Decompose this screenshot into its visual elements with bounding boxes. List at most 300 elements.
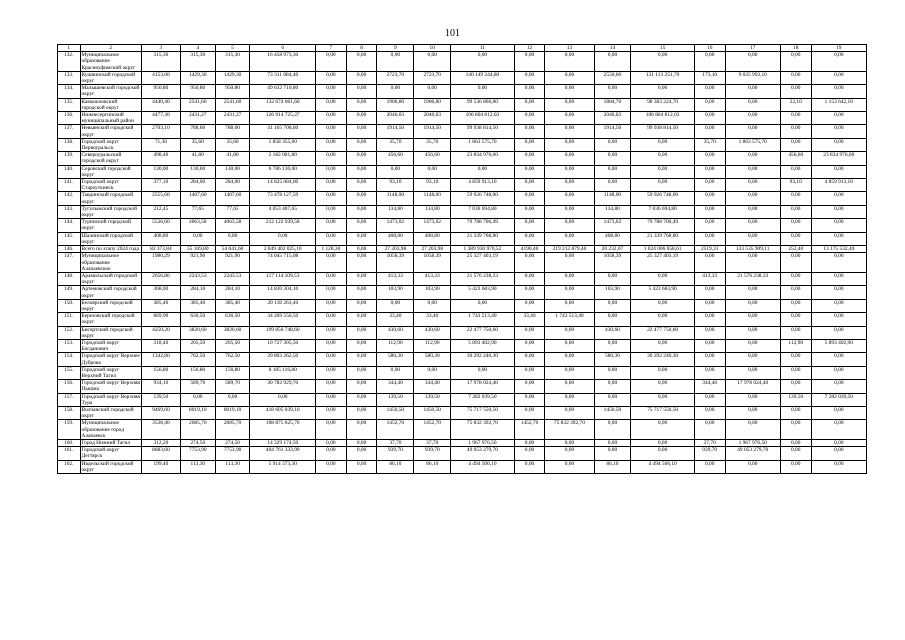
table-row [58,205,867,218]
table-cell: 0,00 [725,112,780,125]
table-cell: 1058,39 [594,253,631,273]
table-row [58,272,867,285]
table-cell: 0,00 [180,393,215,406]
table-cell: 0,00 [545,353,594,366]
table-cell: 14 825 084,00 [250,179,316,192]
table-cell: 0,00 [725,420,780,440]
municipality-name: Городской округ Верхняя Пышма [81,380,140,393]
table-cell: 0,00 [514,272,545,285]
table-cell: 5 893 402,90 [811,339,866,352]
table-cell: 0,00 [694,253,725,273]
table-cell: 41 165 708,60 [250,125,316,138]
table-cell: 0,00 [514,192,545,205]
table-cell: 377,10 [141,179,180,192]
table-cell: 0,00 [725,339,780,352]
table-cell: 7 282 039,50 [811,393,866,406]
table-header-row [58,45,867,52]
table-cell: 7 282 039,50 [451,393,514,406]
table-cell: 86,10 [594,460,631,473]
municipality-name: Туринский городской округ [80,219,141,232]
table-cell: 30 292 240,30 [631,353,694,366]
table-cell: 73 311 084,40 [250,71,316,84]
row-number: 162. [58,460,81,473]
table-cell: 2656,86 [141,272,180,285]
table-row [58,179,867,192]
table-cell: 0,00 [545,253,594,273]
table-cell: 0,00 [451,165,514,178]
table-cell: 21 576 238,33 [451,272,514,285]
table-cell: 0,00 [594,152,631,165]
table-cell: 139,50 [141,393,180,406]
table-cell: 2550,60 [594,71,631,84]
table-cell: 0,00 [631,393,694,406]
table-cell: 8019,10 [215,406,250,419]
table-cell: 788,60 [215,125,250,138]
table-cell: 27 203,98 [377,246,414,253]
table-cell: 1452,70 [514,420,545,440]
table-cell: 0,00 [694,353,725,366]
table-cell: 106 804 812,03 [631,112,694,125]
table-cell: 2 182 001,80 [250,152,316,165]
table-cell: 205,50 [180,339,215,352]
table-cell: 219 212 879,40 [545,246,594,253]
row-number: 137. [58,125,81,138]
table-cell: 0,00 [545,71,594,84]
table-cell: 0,00 [811,272,866,285]
table-cell: 25 327 403,19 [631,253,694,273]
table-cell: 0,00 [316,179,347,192]
table-cell: 30 782 929,70 [250,380,316,393]
table-cell: 0,00 [631,299,694,312]
table-cell: 33,40 [514,313,545,326]
table-cell: 1884,70 [594,98,631,111]
table-cell: 1 863 575,70 [725,138,780,151]
municipality-name: Городской округ Верхнее Дуброво [81,353,140,366]
table-row [58,192,867,205]
table-cell: 0,00 [811,313,866,326]
table-cell: 950,80 [215,85,250,98]
table-cell: 79 788 706,49 [451,219,514,232]
table-cell: 0,00 [316,366,347,379]
table-cell: 0,00 [346,326,377,339]
table-cell: 0,00 [316,192,347,205]
table-cell: 0,00 [377,366,414,379]
table-cell: 98 383 224,70 [631,98,694,111]
municipality-name: Городской округ Богданович [80,339,141,352]
municipality-name: Тавдинский городской округ [80,192,141,205]
table-row [58,219,867,232]
table-cell: 0,00 [780,205,811,218]
table-cell: 315,30 [180,52,215,72]
municipality-name: Кушвинский городской округ [80,71,141,84]
table-cell: 17 978 024,40 [725,380,780,393]
table-cell: 156,80 [215,366,250,379]
row-number: 146. [58,246,81,253]
table-cell: 1 153 642,10 [811,98,866,111]
table-cell: 0,00 [451,52,514,72]
table-cell: 103,90 [594,286,631,299]
table-cell: 1 743 513,40 [545,313,594,326]
table-cell: 456,60 [414,152,451,165]
table-cell: 0,00 [694,165,725,178]
column-header: 3 [141,45,180,52]
table-cell: 0,00 [694,393,725,406]
municipality-name: Камышловский городской округ [80,98,141,111]
table-cell: 73 478 127,59 [250,192,316,205]
row-number: 140. [58,165,81,178]
table-row [58,447,867,460]
table-cell: 0,00 [346,286,377,299]
table-cell: 0,00 [377,165,414,178]
table-cell: 1407,60 [180,192,215,205]
table-cell: 0,00 [780,366,811,379]
table-cell: 580,30 [414,353,451,366]
table-cell: 430,60 [594,326,631,339]
municipality-name: Волчанский городской округ [80,406,141,419]
table-cell: 0,00 [514,380,545,393]
table-cell: 22 477 750,60 [631,326,694,339]
table-cell: 0,00 [346,179,377,192]
column-header: 5 [215,45,250,52]
table-cell: 35,60 [180,138,215,151]
table-cell: 0,00 [346,447,377,460]
table-row [58,366,867,379]
table-cell: 1450,50 [377,406,414,419]
table-cell: 108 875 625,70 [250,420,316,440]
table-cell: 0,00 [811,299,866,312]
table-row [58,406,867,419]
table-cell: 1342,80 [141,353,180,366]
table-cell: 34 269 556,50 [250,313,316,326]
table-row [58,299,867,312]
table-cell: 117 114 509,53 [250,272,316,285]
table-cell: 99 938 814,50 [631,125,694,138]
table-cell: 284,00 [215,179,250,192]
table-cell: 0,00 [514,125,545,138]
table-cell: 6 786 130,00 [250,165,316,178]
table-cell: 0,00 [694,339,725,352]
table-cell: 130,00 [180,165,215,178]
table-cell: 2 849 402 025,10 [250,246,316,253]
table-cell: 0,00 [725,460,780,473]
table-cell: 3820,60 [180,326,215,339]
row-number: 143. [58,205,81,218]
table-cell: 498,40 [141,152,180,165]
table-cell: 274,50 [180,439,215,446]
row-number: 136. [58,112,81,125]
table-cell: 0,00 [316,125,347,138]
table-cell: 0,00 [545,447,594,460]
table-cell: 0,00 [725,299,780,312]
row-number: 158. [58,406,81,419]
table-cell: 0,00 [594,272,631,285]
table-cell: 0,00 [594,313,631,326]
table-cell: 21 576 238,33 [725,272,780,285]
table-cell: 0,00 [346,353,377,366]
table-cell: 0,00 [811,138,866,151]
table-cell: 0,00 [694,420,725,440]
table-cell: 939,70 [377,447,414,460]
table-cell: 0,00 [316,326,347,339]
table-cell: 0,00 [514,138,545,151]
table-cell: 788,60 [180,125,215,138]
municipality-name: Городской округ Староуткинск [80,179,141,192]
row-number: 153. [58,339,81,352]
table-cell: 41,80 [215,152,250,165]
table-cell: 0,00 [694,125,725,138]
table-row [58,52,867,72]
table-cell: 0,00 [725,85,780,98]
table-cell: 0,00 [780,71,811,84]
table-cell: 636,50 [215,313,250,326]
table-cell: 126 914 725,27 [250,112,316,125]
column-header: 4 [180,45,215,52]
table-cell: 0,00 [514,353,545,366]
table-cell: 1148,00 [414,192,451,205]
table-cell: 39 803 262,50 [250,353,316,366]
table-cell: 2243,53 [215,272,250,285]
table-cell: 1450,50 [414,406,451,419]
table-cell: 0,00 [316,85,347,98]
table-cell: 35,70 [377,138,414,151]
table-cell: 14 329 174,50 [250,439,316,446]
table-cell: 0,00 [514,52,545,72]
table-cell: 0,00 [346,192,377,205]
table-cell: 0,00 [725,313,780,326]
table-cell: 0,00 [725,152,780,165]
table-cell: 0,00 [811,326,866,339]
table-cell: 0,00 [694,406,725,419]
row-number: 148. [58,272,81,285]
table-cell: 59 926 748,00 [631,192,694,205]
table-cell: 1429,30 [180,71,215,84]
table-cell: 0,00 [631,380,694,393]
table-cell: 368,00 [141,286,180,299]
table-cell: 0,00 [780,112,811,125]
table-cell: 589,70 [215,380,250,393]
table-cell: 0,00 [725,253,780,273]
table-cell: 2541,60 [180,98,215,111]
row-number: 138. [58,138,81,151]
municipality-name: Город Нижний Тагил [80,439,141,446]
table-cell: 0,00 [811,52,866,72]
table-cell: 0,00 [545,138,594,151]
table-cell: 408,80 [377,232,414,245]
municipality-name: Городской округ Первоуральск [80,138,141,151]
table-cell: 0,00 [316,232,347,245]
table-cell: 0,00 [514,439,545,446]
table-cell: 2431,27 [180,112,215,125]
table-cell: 0,00 [346,253,377,273]
table-cell: 0,00 [545,460,594,473]
table-row [58,420,867,440]
table-cell: 0,00 [780,380,811,393]
table-cell: 418 605 039,10 [250,406,316,419]
table-row [58,246,867,253]
table-cell: 0,00 [594,165,631,178]
table-cell: 37,70 [414,439,451,446]
table-cell: 0,00 [725,232,780,245]
table-cell: 33,40 [377,313,414,326]
table-cell: 4190,40 [514,246,545,253]
row-number: 147. [58,253,81,273]
table-cell: 2085,70 [215,420,250,440]
table-cell: 0,00 [346,232,377,245]
table-cell: 14 830 304,10 [250,286,316,299]
table-cell: 0,00 [725,326,780,339]
table-cell: 0,00 [545,326,594,339]
table-cell: 77,65 [215,205,250,218]
table-cell: 0,00 [215,393,250,406]
table-cell: 4063,58 [180,219,215,232]
table-cell: 0,00 [316,299,347,312]
table-cell: 0,00 [725,165,780,178]
table-cell: 1429,30 [215,71,250,84]
municipality-name: Городской округ Верхняя Тура [81,393,140,406]
table-cell: 0,00 [514,447,545,460]
table-cell: 0,00 [811,447,866,460]
table-cell: 0,00 [346,406,377,419]
table-cell: 0,00 [545,232,594,245]
table-cell: 0,00 [514,98,545,111]
table-cell: 99 536 866,80 [451,98,514,111]
table-cell: 1 863 575,70 [451,138,514,151]
table-cell: 0,00 [725,406,780,419]
table-cell: 1980,29 [141,253,180,273]
table-cell: 0,00 [346,246,377,253]
table-cell: 0,00 [514,366,545,379]
table-cell: 408,80 [594,232,631,245]
table-cell: 37,70 [377,439,414,446]
table-cell: 385,40 [215,299,250,312]
table-cell: 212 122 939,58 [250,219,316,232]
table-cell: 156,80 [141,366,180,379]
table-cell: 0,00 [514,339,545,352]
table-cell: 0,00 [316,138,347,151]
table-cell: 284,00 [180,179,215,192]
table-cell: 0,00 [811,380,866,393]
column-header: 9 [377,45,414,52]
table-cell: 2723,70 [377,71,414,84]
table-cell: 413,33 [414,272,451,285]
table-cell: 0,00 [631,179,694,192]
municipality-name: Серовский городской округ [80,165,141,178]
table-cell: 0,00 [811,253,866,273]
table-cell: 35,70 [694,138,725,151]
row-number: 161. [58,447,81,460]
table-cell: 0,00 [594,299,631,312]
table-cell: 1906,80 [377,98,414,111]
table-cell: 2431,27 [215,112,250,125]
table-cell: 1 024 006 658,61 [631,246,694,253]
table-cell: 1450,50 [594,406,631,419]
column-header: 12 [514,45,545,52]
table-row [58,326,867,339]
table-cell: 1914,50 [377,125,414,138]
table-cell: 0,00 [545,85,594,98]
table-cell: 8019,10 [180,406,215,419]
table-cell: 113,30 [215,460,250,473]
page-number: 101 [445,28,460,39]
table-cell: 0,00 [811,205,866,218]
table-row [58,138,867,151]
row-number: 160. [58,439,81,446]
row-number: 142. [58,192,81,205]
table-cell: 921,90 [180,253,215,273]
table-cell: 0,00 [811,286,866,299]
table-row [58,71,867,84]
table-cell: 0,00 [316,272,347,285]
table-cell: 0,00 [594,85,631,98]
table-cell: 456,60 [780,152,811,165]
table-cell: 1473,02 [414,219,451,232]
table-cell: 0,00 [545,286,594,299]
table-row [58,353,867,366]
table-cell: 0,00 [346,125,377,138]
table-cell: 0,00 [414,165,451,178]
column-header: 10 [414,45,451,52]
table-cell: 0,00 [316,439,347,446]
table-cell: 0,00 [451,299,514,312]
table-cell: 23 834 976,60 [811,152,866,165]
table-cell: 0,00 [811,366,866,379]
table-cell: 0,00 [694,192,725,205]
table-row [58,152,867,165]
table-cell: 0,00 [694,52,725,72]
table-cell: 0,00 [514,406,545,419]
table-cell: 71,30 [141,138,180,151]
column-header: 7 [316,45,347,52]
table-cell: 5 423 683,90 [451,286,514,299]
municipality-name: Всего по этапу 2024 года [80,246,141,253]
table-cell: 103,90 [414,286,451,299]
table-row [58,380,867,393]
table-cell: 75 832 392,70 [451,420,514,440]
table-cell: 0,00 [377,299,414,312]
table-cell: 284,10 [180,286,215,299]
municipality-name: Малышевский городской округ [80,85,141,98]
table-cell: 5 914 373,30 [250,460,316,473]
table-cell: 404 761 333,90 [250,447,316,460]
column-header: 18 [780,45,811,52]
table-cell: 4440,40 [141,98,180,111]
table-cell: 0,00 [780,85,811,98]
table-cell: 0,00 [811,353,866,366]
table-cell: 5536,60 [141,219,180,232]
column-header: 8 [346,45,377,52]
table-cell: 0,00 [594,366,631,379]
table-cell: 0,00 [377,52,414,72]
table-cell: 30 292 240,30 [451,353,514,366]
table-cell: 0,00 [346,420,377,440]
table-cell: 0,00 [594,447,631,460]
table-cell: 0,00 [346,85,377,98]
table-cell: 580,30 [377,353,414,366]
table-cell: 1906,80 [414,98,451,111]
table-cell: 106 804 812,03 [451,112,514,125]
table-cell: 318,40 [141,339,180,352]
municipality-name: Ивдельский городской округ [80,460,141,473]
table-cell: 10 727 305,50 [250,339,316,352]
table-cell: 1 389 930 970,52 [451,246,514,253]
table-cell: 762,50 [180,353,215,366]
table-cell: 0,00 [725,52,780,72]
table-cell: 315,30 [141,52,180,72]
table-cell: 5 423 683,90 [631,286,694,299]
table-cell: 0,00 [725,286,780,299]
table-cell: 0,00 [694,152,725,165]
table-row [58,232,867,245]
